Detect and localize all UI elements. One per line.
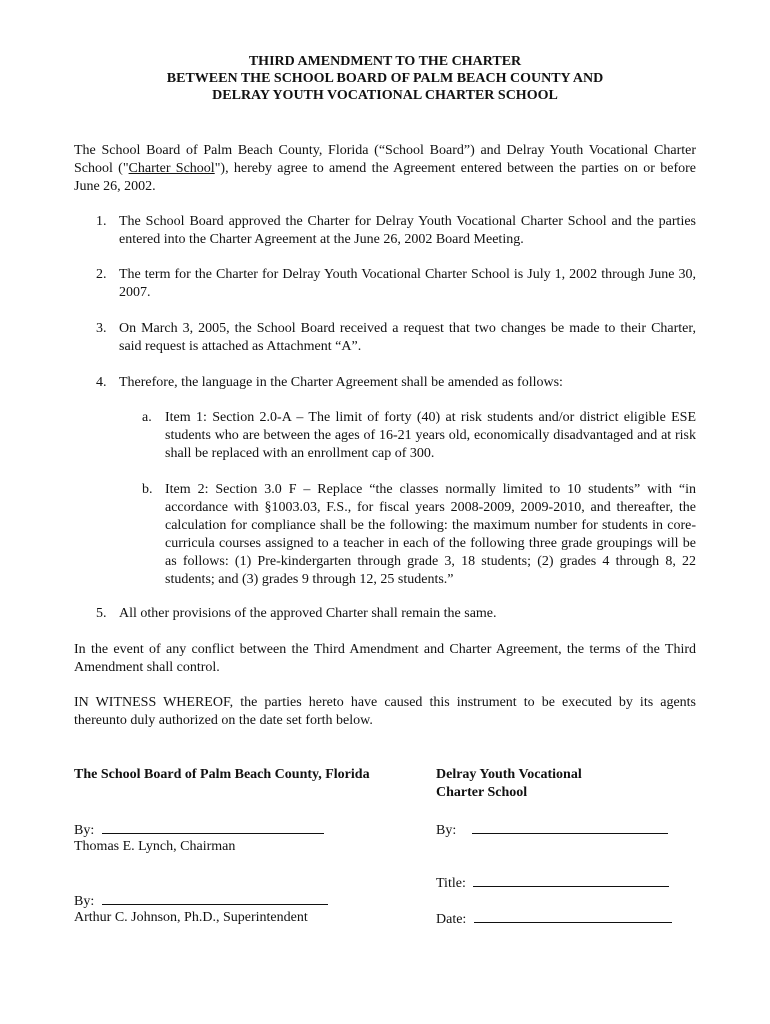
signer-1-name: Thomas E. Lynch, Chairman	[74, 839, 236, 854]
title-line-1: THIRD AMENDMENT TO THE CHARTER	[248, 54, 522, 69]
title-line[interactable]	[473, 873, 669, 887]
by-label: By:	[436, 823, 457, 838]
list-item-number: 4.	[96, 375, 107, 390]
sub-list-item-letter: a.	[142, 410, 152, 425]
title-line-2: BETWEEN THE SCHOOL BOARD OF PALM BEACH COUNTY AND	[166, 71, 604, 86]
list-item	[96, 320, 696, 356]
charter-school-term: Charter School	[128, 161, 215, 176]
list-item-text: All other provisions of the approved Charter shall remain the same.	[119, 606, 497, 621]
sub-list-item	[142, 409, 696, 463]
right-signature-by	[436, 820, 668, 840]
right-date-field	[436, 909, 672, 929]
document-title	[0, 53, 770, 104]
intro-text-2: "), hereby agree to amend the Agreement entered between the parties on or before June 26, 2002.	[74, 161, 696, 194]
date-line[interactable]	[474, 909, 672, 923]
signature-line[interactable]	[102, 820, 324, 834]
signature-line[interactable]	[472, 820, 668, 834]
list-item	[96, 213, 696, 249]
list-item-text: Therefore, the language in the Charter Agreement shall be amended as follows:	[119, 375, 563, 390]
list-item	[96, 266, 696, 302]
list-item	[96, 374, 696, 392]
intro-paragraph	[74, 142, 696, 196]
list-item-text: The term for the Charter for Delray Youth Vocational Charter School is July 1, 2002 through June 30, 2007.	[119, 267, 696, 300]
sub-list-item	[142, 481, 696, 589]
sub-list-item-text: Item 1: Section 2.0-A – The limit of forty (40) at risk students and/or district eligible ESE students who are between the ages of 16-21 years old, economically disadvantaged and at risk shall be replaced with an enrollment cap of 300.	[165, 410, 696, 461]
left-signature-by-1	[74, 820, 324, 840]
right-party-name-line-2: Charter School	[436, 785, 528, 800]
list-item	[96, 605, 696, 623]
date-label: Date:	[436, 912, 467, 927]
left-signature-by-2	[74, 891, 328, 911]
conflict-paragraph: In the event of any conflict between the Third Amendment and Charter Agreement, the terms of the Third Amendment shall control.	[74, 642, 696, 675]
by-label: By:	[74, 894, 95, 909]
list-item-text: On March 3, 2005, the School Board received a request that two changes be made to their Charter, said request is attached as Attachment “A”.	[119, 321, 696, 354]
list-item-text: The School Board approved the Charter for Delray Youth Vocational Charter School and the parties entered into the Charter Agreement at the June 26, 2002 Board Meeting.	[119, 214, 696, 247]
list-item-number: 2.	[96, 267, 107, 282]
right-party-name-line-1: Delray Youth Vocational	[436, 767, 582, 782]
list-item-number: 3.	[96, 321, 107, 336]
signature-line[interactable]	[102, 891, 328, 905]
right-title-field	[436, 873, 669, 893]
sub-list-item-letter: b.	[142, 482, 153, 497]
witness-paragraph: IN WITNESS WHEREOF, the parties hereto have caused this instrument to be executed by its agents thereunto duly authorized on the date set forth below.	[74, 695, 696, 728]
signer-2-name: Arthur C. Johnson, Ph.D., Superintendent	[74, 910, 308, 925]
left-party-name: The School Board of Palm Beach County, Florida	[74, 767, 370, 782]
title-label: Title:	[436, 876, 466, 891]
intro-text-1: The School Board of Palm Beach County, Florida (“School Board”) and Delray Youth Vocational Charter School ("	[74, 143, 696, 176]
title-line-3: DELRAY YOUTH VOCATIONAL CHARTER SCHOOL	[212, 88, 558, 103]
list-item-number: 1.	[96, 214, 107, 229]
list-item-number: 5.	[96, 606, 107, 621]
sub-list-item-text: Item 2: Section 3.0 F – Replace “the classes normally limited to 10 students” with “in accordance with §1003.03, F.S., for fiscal years 2008-2009, 2009-2010, and thereafter, the calculation for compliance shall be the following: the maximum number for students in core-curricula courses assigned to a teacher in each of the following three grade groupings will be as follows: (1) Pre-kindergarten through grade 3, 18 students; (2) grades 4 through 8, 22 students; and (3) grades 9 through 12, 25 students.”	[165, 482, 696, 587]
by-label: By:	[74, 823, 95, 838]
